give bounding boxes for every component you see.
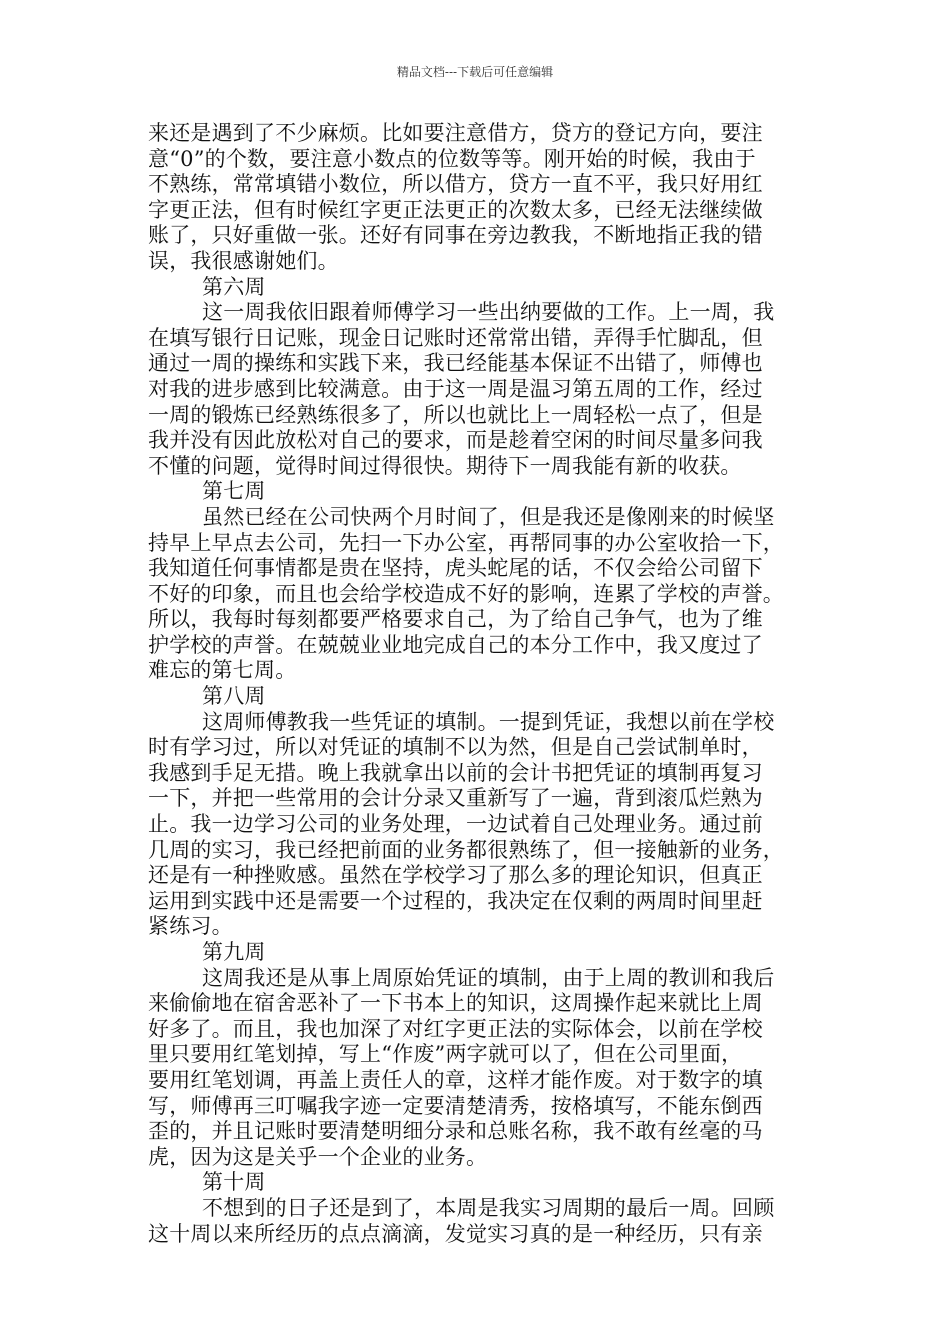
text-line: 误，我很感谢她们。 — [148, 248, 339, 273]
text-line: 第九周 — [202, 940, 266, 964]
text-line: 虽然已经在公司快两个月时间了，但是我还是像刚来的时候坚 — [202, 504, 775, 529]
text-line: 第八周 — [202, 684, 266, 709]
text-line: 时有学习过，所以对凭证的填制不以为然，但是自己尝试制单时， — [148, 735, 763, 760]
text-line: 不想到的日子还是到了，本周是我实习周期的最后一周。回顾 — [202, 1195, 775, 1220]
text-line: 字更正法，但有时候红字更正法更正的次数太多，已经无法继续做 — [148, 197, 763, 222]
text-line: 要用红笔划调，再盖上责任人的章，这样才能作废。对于数字的填 — [148, 1067, 763, 1092]
text-line: 来还是遇到了不少麻烦。比如要注意借方，贷方的登记方向，要注 — [148, 121, 763, 145]
text-line: 还是有一种挫败感。虽然在学校学习了那么多的理论知识，但真正 — [148, 863, 763, 888]
text-line: 在填写银行日记账，现金日记账时还常常出错，弄得手忙脚乱，但 — [148, 325, 763, 350]
text-line: 对我的进步感到比较满意。由于这一周是温习第五周的工作，经过 — [148, 376, 763, 401]
document-body — [148, 121, 818, 1247]
text-line: 第六周 — [202, 274, 266, 299]
text-line: 来偷偷地在宿舍恶补了一下书本上的知识，这周操作起来就比上周 — [148, 991, 763, 1016]
text-line: 我感到手足无措。晚上我就拿出以前的会计书把凭证的填制再复习 — [148, 760, 763, 785]
text-line: 紧练习。 — [148, 914, 233, 939]
text-line: 第十周 — [202, 1170, 266, 1195]
text-line: 持早上早点去公司，先扫一下办公室，再帮同事的办公室收拾一下， — [148, 530, 784, 555]
text-line: 护学校的声誉。在兢兢业业地完成自己的本分工作中，我又度过了 — [148, 632, 763, 657]
text-line: 我并没有因此放松对自己的要求，而是趁着空闲的时间尽量多问我 — [148, 428, 763, 453]
text-line: 不好的印象，而且也会给学校造成不好的影响，连累了学校的声誉。 — [148, 581, 784, 606]
text-line: 里只要用红笔划掉，写上“作废”两字就可以了，但在公司里面， — [148, 1042, 743, 1067]
text-line: 所以，我每时每刻都要严格要求自己，为了给自己争气，也为了维 — [148, 607, 763, 632]
text-line: 运用到实践中还是需要一个过程的，我决定在仅剩的两周时间里赶 — [148, 888, 763, 913]
text-line: 一下，并把一些常用的会计分录又重新写了一遍，背到滚瓜烂熟为 — [148, 786, 763, 811]
text-line: 难忘的第七周。 — [148, 658, 297, 683]
text-line: 这周师傅教我一些凭证的填制。一提到凭证，我想以前在学校 — [202, 709, 775, 734]
text-line: 我知道任何事情都是贵在坚持，虎头蛇尾的话，不仅会给公司留下 — [148, 556, 763, 581]
text-line: 虎，因为这是关乎一个企业的业务。 — [148, 1144, 488, 1169]
text-line: 不懂的问题，觉得时间过得很快。期待下一周我能有新的收获。 — [148, 453, 742, 478]
text-line: 止。我一边学习公司的业务处理，一边试着自己处理业务。通过前 — [148, 812, 763, 837]
text-line: 意“0”的个数，要注意小数点的位数等等。刚开始的时候，我由于 — [148, 146, 756, 171]
text-line: 几周的实习，我已经把前面的业务都很熟练了，但一接触新的业务， — [148, 837, 784, 862]
text-line: 这十周以来所经历的点点滴滴，发觉实习真的是一种经历，只有亲 — [148, 1221, 763, 1246]
text-line: 这周我还是从事上周原始凭证的填制，由于上周的教训和我后 — [202, 965, 775, 990]
text-line: 一周的锻炼已经熟练很多了，所以也就比上一周轻松一点了，但是 — [148, 402, 763, 427]
text-line: 通过一周的操练和实践下来，我已经能基本保证不出错了，师傅也 — [148, 351, 763, 376]
text-line: 歪的，并且记账时要清楚明细分录和总账名称，我不敢有丝毫的马 — [148, 1119, 763, 1144]
text-line: 第七周 — [202, 479, 266, 504]
text-line: 好多了。而且，我也加深了对红字更正法的实际体会，以前在学校 — [148, 1016, 763, 1041]
text-line: 写，师傅再三叮嘱我字迹一定要清楚清秀，按格填写，不能东倒西 — [148, 1093, 763, 1118]
text-line: 这一周我依旧跟着师傅学习一些出纳要做的工作。上一周，我 — [202, 300, 775, 325]
text-line: 不熟练，常常填错小数位，所以借方，贷方一直不平，我只好用红 — [148, 172, 763, 197]
text-line: 账了，只好重做一张。还好有同事在旁边教我，不断地指正我的错 — [148, 223, 763, 248]
page-header: 精品文档---下载后可任意编辑 — [396, 65, 554, 79]
